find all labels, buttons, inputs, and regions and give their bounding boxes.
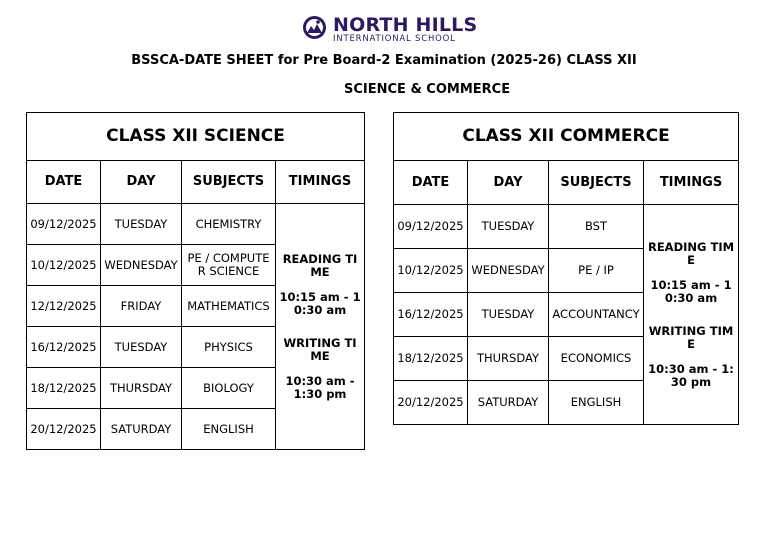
column-header-timings: TIMINGS (644, 161, 739, 205)
reading-time-value: 10:15 am - 10:30 am (650, 277, 732, 305)
subject-cell: PE / IP (549, 249, 644, 293)
subject-cell: ECONOMICS (549, 337, 644, 381)
writing-time-value: 10:30 am - 1:30 pm (285, 373, 355, 401)
science-header-row (27, 161, 365, 204)
column-header-day: DAY (468, 161, 549, 205)
day-cell: FRIDAY (101, 286, 182, 327)
subject-cell: ENGLISH (182, 409, 276, 450)
date-cell: 09/12/2025 (27, 204, 101, 245)
writing-time-value: 10:30 am - 1:30 pm (648, 361, 734, 389)
day-cell: TUESDAY (101, 327, 182, 368)
table-row (27, 204, 365, 245)
date-cell: 18/12/2025 (27, 368, 101, 409)
column-header-date: DATE (27, 161, 101, 204)
subject-cell: BST (549, 205, 644, 249)
subject-cell: PE / COMPUTER SCIENCE (182, 245, 276, 286)
day-cell: TUESDAY (101, 204, 182, 245)
column-header-day: DAY (101, 161, 182, 204)
reading-time-label: READING TIME (647, 239, 735, 267)
date-cell: 16/12/2025 (394, 293, 468, 337)
subject-cell: ACCOUNTANCY (549, 293, 644, 337)
science-table-title: CLASS XII SCIENCE (27, 113, 365, 161)
subject-cell: ENGLISH (549, 381, 644, 425)
column-header-date: DATE (394, 161, 468, 205)
page-title: BSSCA-DATE SHEET for Pre Board-2 Examination (2025-26) CLASS XII (131, 53, 637, 68)
commerce-table-title: CLASS XII COMMERCE (394, 113, 739, 161)
day-cell: WEDNESDAY (101, 245, 182, 286)
reading-time-label: READING TIME (282, 251, 358, 279)
school-subtitle: INTERNATIONAL SCHOOL (333, 34, 456, 44)
date-cell: 10/12/2025 (27, 245, 101, 286)
date-cell: 09/12/2025 (394, 205, 468, 249)
day-cell: SATURDAY (468, 381, 549, 425)
day-cell: SATURDAY (101, 409, 182, 450)
reading-time-value: 10:15 am - 10:30 am (279, 289, 361, 317)
table-row (394, 205, 739, 249)
science-datesheet-table (26, 112, 365, 450)
school-name: NORTH HILLS (333, 14, 478, 36)
page-subtitle: SCIENCE & COMMERCE (344, 82, 511, 97)
commerce-datesheet-table (393, 112, 739, 425)
column-header-timings: TIMINGS (276, 161, 365, 204)
timings-cell (276, 204, 365, 450)
timings-cell (644, 205, 739, 425)
subject-cell: CHEMISTRY (182, 204, 276, 245)
subject-cell: BIOLOGY (182, 368, 276, 409)
school-crest-icon (302, 15, 327, 40)
day-cell: THURSDAY (101, 368, 182, 409)
day-cell: THURSDAY (468, 337, 549, 381)
date-cell: 16/12/2025 (27, 327, 101, 368)
date-cell: 20/12/2025 (27, 409, 101, 450)
column-header-subjects: SUBJECTS (549, 161, 644, 205)
day-cell: TUESDAY (468, 205, 549, 249)
subject-cell: PHYSICS (182, 327, 276, 368)
commerce-header-row (394, 161, 739, 205)
date-cell: 18/12/2025 (394, 337, 468, 381)
date-cell: 20/12/2025 (394, 381, 468, 425)
writing-time-label: WRITING TIME (648, 323, 734, 351)
subject-cell: MATHEMATICS (182, 286, 276, 327)
day-cell: TUESDAY (468, 293, 549, 337)
writing-time-label: WRITING TIME (283, 335, 357, 363)
day-cell: WEDNESDAY (468, 249, 549, 293)
date-cell: 12/12/2025 (27, 286, 101, 327)
column-header-subjects: SUBJECTS (182, 161, 276, 204)
date-cell: 10/12/2025 (394, 249, 468, 293)
